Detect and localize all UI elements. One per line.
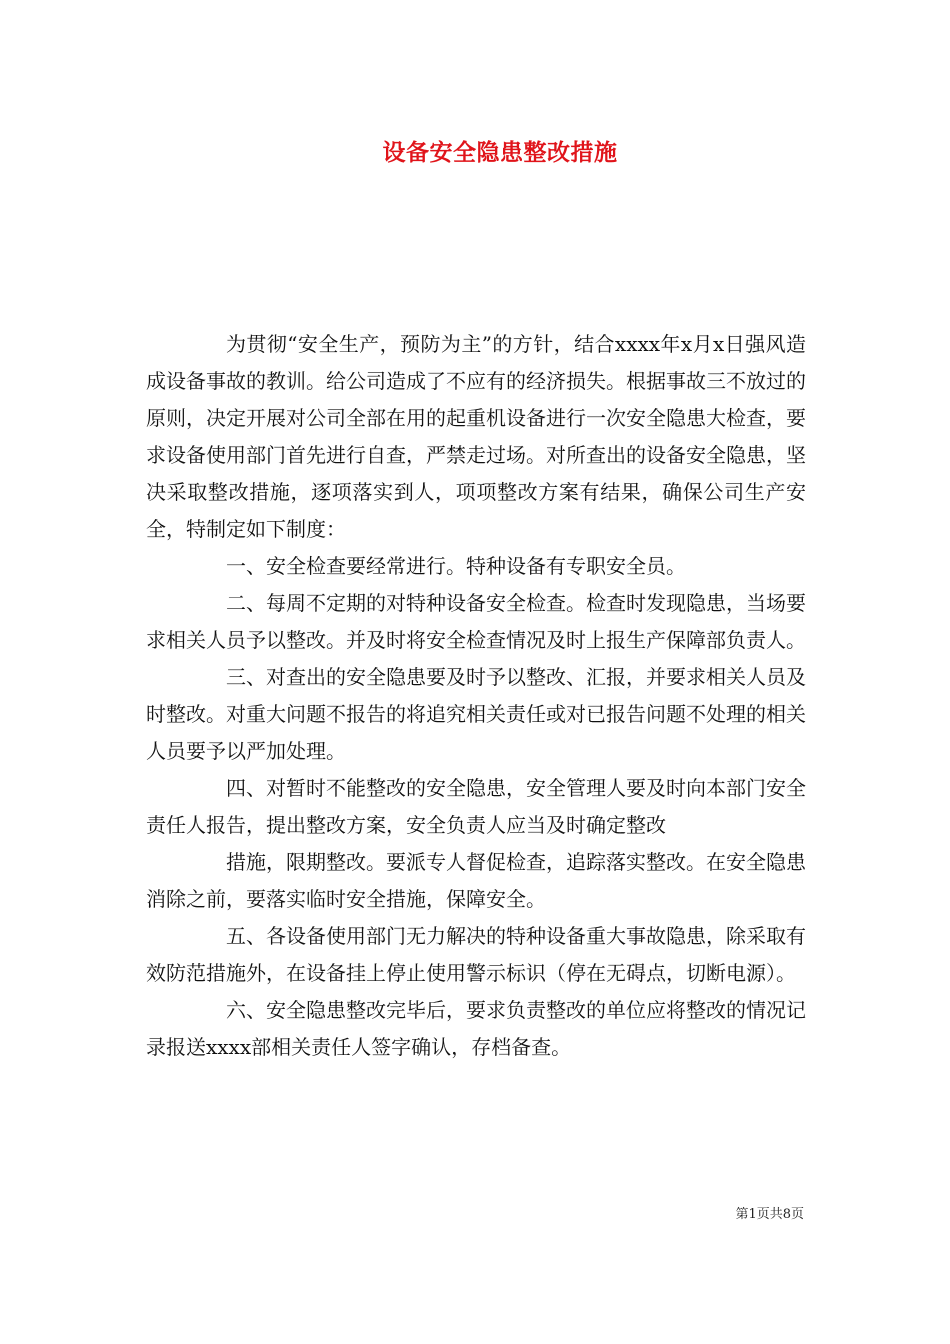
intro-paragraph: 为贯彻“安全生产，预防为主”的方针，结合xxxx年x月x日强风造成设备事故的教训。给公司造成了不应有的经济损失。根据事故三不放过的原则，决定开展对公司全部在用的起重机设备进行一次安全隐患大检查，要求设备使用部门首先进行自查，严禁走过场。对所查出的设备安全隐患，坚决采取整改措施，逐项落实到人，项项整改方案有结果，确保公司生产安全，特制定如下制度： — [146, 332, 806, 541]
item-paragraph-2: 二、每周不定期的对特种设备安全检查。检查时发现隐患，当场要求相关人员予以整改。并及时将安全检查情况及时上报生产保障部负责人。 — [146, 591, 806, 652]
item-paragraph-1: 一、安全检查要经常进行。特种设备有专职安全员。 — [226, 554, 686, 578]
page-number: 第1页共8页 — [735, 1207, 804, 1222]
item-paragraph-3: 三、对查出的安全隐患要及时予以整改、汇报，并要求相关人员及时整改。对重大问题不报告的将追究相关责任或对已报告问题不处理的相关人员要予以严加处理。 — [146, 665, 806, 763]
item-paragraph-6: 六、安全隐患整改完毕后，要求负责整改的单位应将整改的情况记录报送xxxx部相关责任人签字确认，存档备查。 — [146, 998, 806, 1059]
document-body — [146, 326, 806, 1066]
item-paragraph-5: 五、各设备使用部门无力解决的特种设备重大事故隐患，除采取有效防范措施外，在设备挂上停止使用警示标识（停在无碍点，切断电源）。 — [146, 924, 806, 985]
document-title: 设备安全隐患整改措施 — [382, 140, 618, 166]
item-paragraph-4-continued: 措施，限期整改。要派专人督促检查，追踪落实整改。在安全隐患消除之前，要落实临时安全措施，保障安全。 — [146, 850, 806, 911]
item-paragraph-4: 四、对暂时不能整改的安全隐患，安全管理人要及时向本部门安全责任人报告，提出整改方案，安全负责人应当及时确定整改 — [146, 776, 806, 837]
